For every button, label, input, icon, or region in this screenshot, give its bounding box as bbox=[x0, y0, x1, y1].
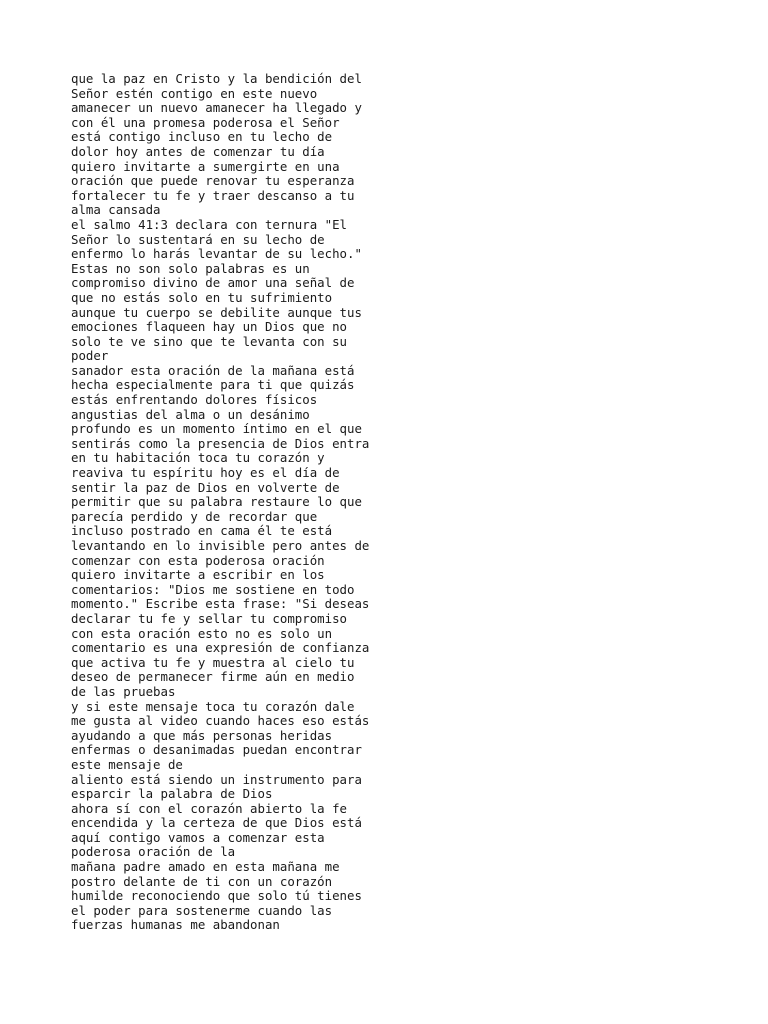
text-line: mañana padre amado en esta mañana me bbox=[71, 859, 340, 875]
text-line: Señor estén contigo en este nuevo bbox=[71, 85, 318, 101]
text-line: y si este mensaje toca tu corazón dale bbox=[71, 698, 355, 714]
text-line: ahora sí con el corazón abierto la fe bbox=[71, 800, 348, 816]
document-body bbox=[71, 72, 751, 933]
text-line: comentarios: "Dios me sostiene en todo bbox=[71, 581, 355, 597]
text-line: comentario es una expresión de confianza bbox=[71, 640, 370, 656]
text-line: deseo de permanecer firme aún en medio bbox=[71, 669, 355, 685]
text-line: permitir que su palabra restaure lo que bbox=[71, 494, 362, 510]
text-line: alma cansada bbox=[71, 202, 161, 218]
text-line: estás enfrentando dolores físicos bbox=[71, 392, 318, 408]
text-line: humilde reconociendo que solo tú tienes bbox=[71, 888, 362, 904]
text-line: está contigo incluso en tu lecho de bbox=[71, 129, 333, 145]
text-line: solo te ve sino que te levanta con su bbox=[71, 333, 348, 349]
text-line: poder bbox=[71, 348, 109, 364]
text-line: este mensaje de bbox=[71, 756, 183, 772]
text-line: incluso postrado en cama él te está bbox=[71, 523, 333, 539]
text-line: con esta oración esto no es solo un bbox=[71, 625, 333, 641]
text-line: de las pruebas bbox=[71, 683, 176, 699]
text-line: comenzar con esta poderosa oración bbox=[71, 552, 325, 568]
text-line: amanecer un nuevo amanecer ha llegado y bbox=[71, 100, 362, 116]
text-line: momento." Escribe esta frase: "Si deseas bbox=[71, 596, 370, 612]
text-line: fuerzas humanas me abandonan bbox=[71, 917, 280, 933]
text-line: esparcir la palabra de Dios bbox=[71, 786, 273, 802]
text-line: que activa tu fe y muestra al cielo tu bbox=[71, 654, 355, 670]
text-line: aunque tu cuerpo se debilite aunque tus bbox=[71, 304, 362, 320]
text-line: aquí contigo vamos a comenzar esta bbox=[71, 829, 325, 845]
text-line: dolor hoy antes de comenzar tu día bbox=[71, 143, 325, 159]
text-line: angustias del alma o un desánimo bbox=[71, 406, 310, 422]
text-line: el salmo 41:3 declara con ternura "El bbox=[71, 216, 348, 232]
text-line: quiero invitarte a sumergirte en una bbox=[71, 158, 340, 174]
text-line: poderosa oración de la bbox=[71, 844, 236, 860]
text-line: emociones flaqueen hay un Dios que no bbox=[71, 319, 348, 335]
text-line: parecía perdido y de recordar que bbox=[71, 508, 318, 524]
text-line: sentir la paz de Dios en volverte de bbox=[71, 479, 340, 495]
text-line: enfermas o desanimadas puedan encontrar bbox=[71, 742, 362, 758]
text-line: con él una promesa poderosa el Señor bbox=[71, 114, 340, 130]
text-line: oración que puede renovar tu esperanza bbox=[71, 173, 355, 189]
text-line: encendida y la certeza de que Dios está bbox=[71, 815, 362, 831]
text-line: reaviva tu espíritu hoy es el día de bbox=[71, 465, 340, 481]
text-line: sentirás como la presencia de Dios entra bbox=[71, 435, 370, 451]
text-line: el poder para sostenerme cuando las bbox=[71, 902, 333, 918]
text-line: postro delante de ti con un corazón bbox=[71, 873, 333, 889]
text-line: que no estás solo en tu sufrimiento bbox=[71, 289, 333, 305]
text-line: declarar tu fe y sellar tu compromiso bbox=[71, 610, 348, 626]
text-line: Señor lo sustentará en su lecho de bbox=[71, 231, 325, 247]
text-line: sanador esta oración de la mañana está bbox=[71, 362, 355, 378]
text-line: me gusta al video cuando haces eso estás bbox=[71, 713, 370, 729]
text-line: hecha especialmente para ti que quizás bbox=[71, 377, 355, 393]
text-line: que la paz en Cristo y la bendición del bbox=[71, 71, 362, 86]
text-line: Estas no son solo palabras es un bbox=[71, 260, 310, 276]
text-line: quiero invitarte a escribir en los bbox=[71, 567, 325, 583]
text-line: fortalecer tu fe y traer descanso a tu bbox=[71, 187, 355, 203]
text-line: profundo es un momento íntimo en el que bbox=[71, 421, 362, 437]
text-line: en tu habitación toca tu corazón y bbox=[71, 450, 325, 466]
text-line: levantando en lo invisible pero antes de bbox=[71, 538, 370, 553]
text-line: compromiso divino de amor una señal de bbox=[71, 275, 355, 291]
text-line: ayudando a que más personas heridas bbox=[71, 727, 333, 743]
text-line: enfermo lo harás levantar de su lecho." bbox=[71, 246, 362, 262]
text-line: aliento está siendo un instrumento para bbox=[71, 771, 362, 787]
